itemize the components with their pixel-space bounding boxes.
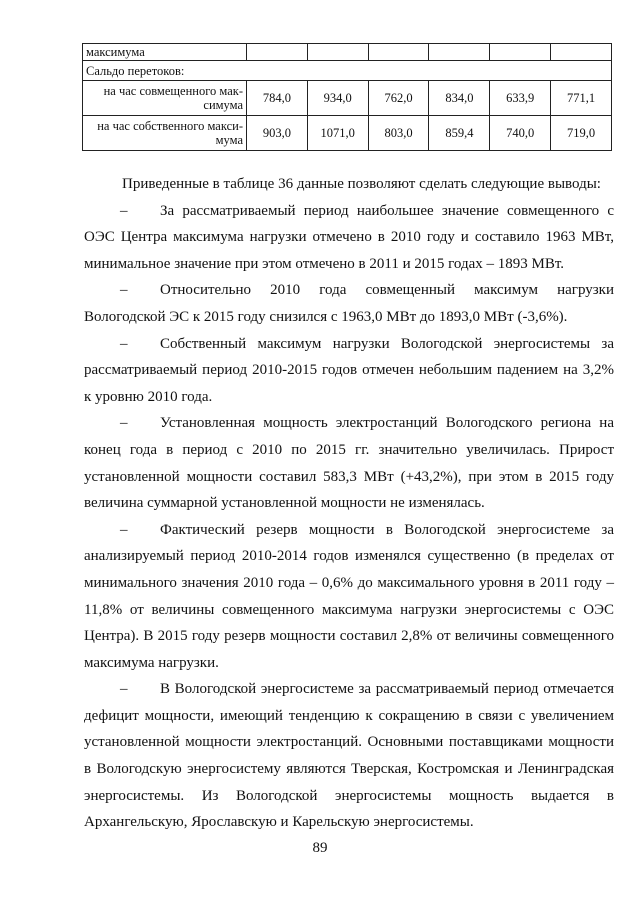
table-cell-label bbox=[83, 81, 247, 116]
table-cell-empty bbox=[551, 44, 612, 61]
table-cell-label: максимума bbox=[83, 44, 247, 61]
body-text bbox=[84, 171, 614, 836]
conclusion-text: В Вологодской энергосистеме за рассматриваемый период отмечается дефицит мощности, имеющий тенденцию к сокращению в связи с увеличением установленной мощности электростанций. Основными поставщиками мощности в Вологодскую энергосистему являются Тверская, Костромская и Ленинградская энергосистемы. Из Вологодской энергосистемы мощность выдается в Архангельскую, Ярославскую и Карельскую энергосистемы. bbox=[84, 681, 614, 831]
load-balance-table bbox=[82, 43, 612, 151]
table-row-combined-max bbox=[83, 81, 612, 116]
conclusion-text: Установленная мощность электростанций Вологодского региона на конец года в период с 2010 по 2015 гг. значительно увеличилась. Прирост установленной мощности составил 583,3 МВт (+43,2%), при этом в 2015 году величина суммарной установленной мощности не изменялась. bbox=[84, 415, 614, 512]
conclusion-item bbox=[84, 410, 614, 516]
dash-marker: – bbox=[120, 335, 128, 352]
conclusion-text: Относительно 2010 года совмещенный максимум нагрузки Вологодской ЭС к 2015 году снизился с 1963,0 МВт до 1893,0 МВт (-3,6%). bbox=[84, 282, 614, 325]
conclusion-item bbox=[84, 517, 614, 677]
table-cell-value: 934,0 bbox=[307, 81, 368, 116]
dash-marker: – bbox=[120, 521, 128, 538]
table-cell-empty bbox=[307, 44, 368, 61]
dash-marker: – bbox=[120, 282, 128, 299]
dash-marker: – bbox=[120, 202, 128, 219]
table-cell-value: 633,9 bbox=[490, 81, 551, 116]
table-cell-empty bbox=[490, 44, 551, 61]
conclusion-item bbox=[84, 676, 614, 836]
table-row-saldo bbox=[83, 61, 612, 81]
conclusion-item bbox=[84, 277, 614, 330]
conclusion-text: За рассматриваемый период наибольшее значение совмещенного с ОЭС Центра максимума нагрузки отмечено в 2010 году и составило 1963 МВт, минимальное значение при этом отмечено в 2011 и 2015 годах – 1893 МВт. bbox=[84, 202, 614, 272]
table-cell-label: Сальдо перетоков: bbox=[83, 61, 612, 81]
table-cell-value: 1071,0 bbox=[307, 116, 368, 151]
table-cell-value: 771,1 bbox=[551, 81, 612, 116]
row-label-line: мума bbox=[215, 133, 243, 147]
row-label-line: на час совмещенного мак- bbox=[103, 84, 243, 98]
conclusion-text: Собственный максимум нагрузки Вологодской энергосистемы за рассматриваемый период 2010-2015 годов отмечен небольшим падением на 3,2% к уровню 2010 года. bbox=[84, 335, 614, 405]
table-cell-value: 834,0 bbox=[429, 81, 490, 116]
table-cell-value: 903,0 bbox=[247, 116, 308, 151]
table-cell-label bbox=[83, 116, 247, 151]
table-cell-empty bbox=[429, 44, 490, 61]
table-cell-value: 859,4 bbox=[429, 116, 490, 151]
conclusion-item bbox=[84, 198, 614, 278]
dash-marker: – bbox=[120, 415, 128, 432]
table-cell-empty bbox=[247, 44, 308, 61]
intro-paragraph: Приведенные в таблице 36 данные позволяют сделать следующие выводы: bbox=[122, 176, 601, 192]
page-number: 89 bbox=[312, 840, 328, 856]
row-label-line: симума bbox=[203, 98, 243, 112]
table-cell-value: 762,0 bbox=[368, 81, 429, 116]
row-label-line: на час собственного макси- bbox=[97, 119, 243, 133]
table-cell-value: 803,0 bbox=[368, 116, 429, 151]
table-cell-value: 740,0 bbox=[490, 116, 551, 151]
conclusion-item bbox=[84, 331, 614, 411]
table-cell-value: 719,0 bbox=[551, 116, 612, 151]
conclusion-text: Фактический резерв мощности в Вологодской энергосистеме за анализируемый период 2010-2014 годов изменялся существенно (в пределах от минимального значения 2010 года – 0,6% до максимального уровня в 2011 году – 11,8% от величины совмещенного максимума нагрузки энергосистемы с ОЭС Центра). В 2015 году резерв мощности составил 2,8% от величины совмещенного максимума нагрузки. bbox=[84, 521, 614, 671]
dash-marker: – bbox=[120, 681, 128, 698]
table-row-maximum bbox=[83, 44, 612, 61]
table-cell-empty bbox=[368, 44, 429, 61]
table-cell-value: 784,0 bbox=[247, 81, 308, 116]
table-row-own-max bbox=[83, 116, 612, 151]
